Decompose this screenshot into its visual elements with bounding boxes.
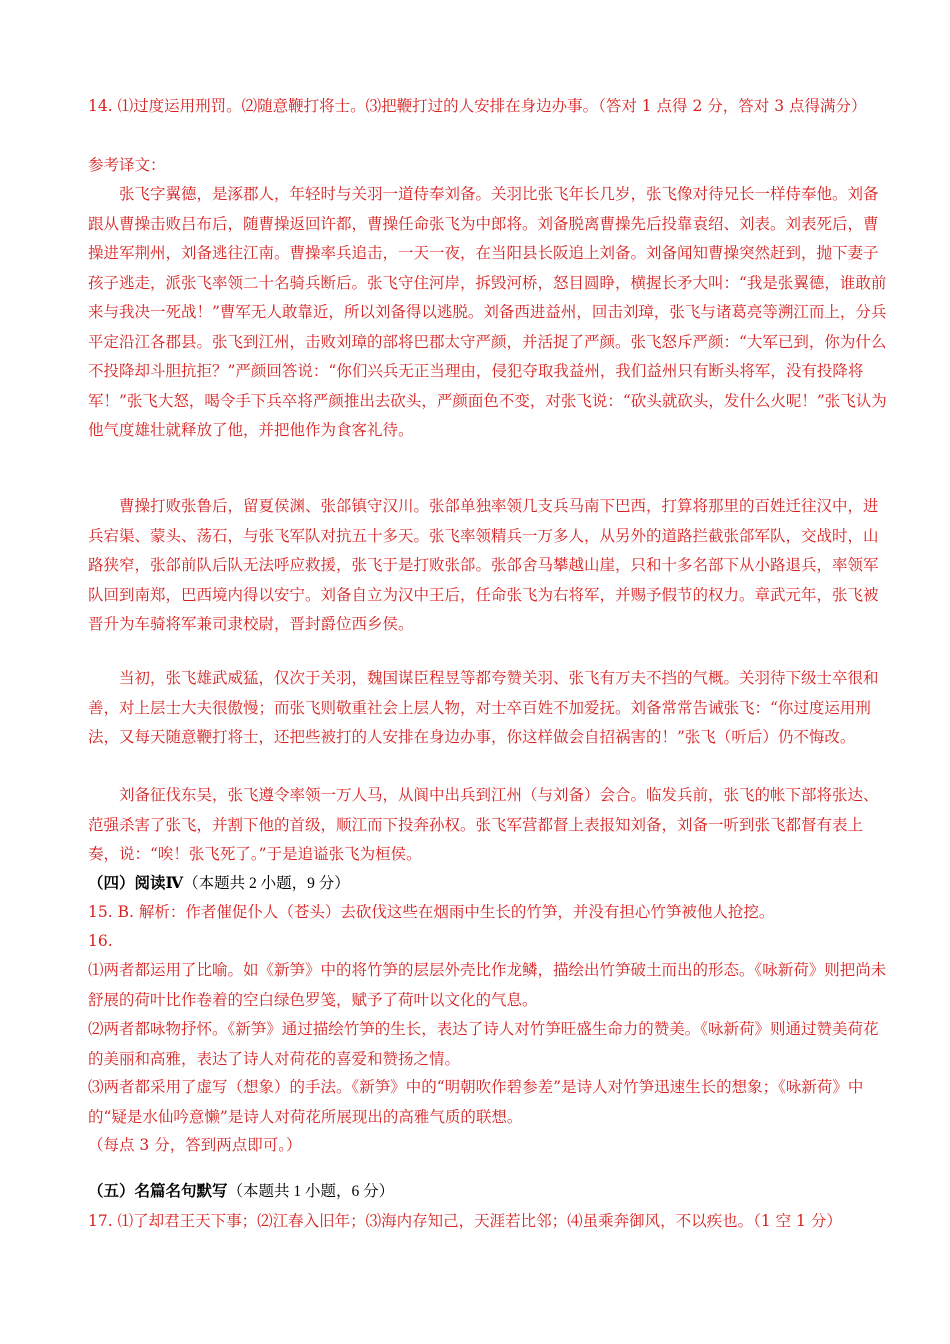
q14-answer: 14. ⑴过度运用刑罚。⑵随意鞭打将士。⑶把鞭打过的人安排在身边办事。（答对 1 点得 2 分，答对 3 点得满分）	[88, 97, 867, 115]
q17-answer: 17. ⑴了却君王天下事；⑵江春入旧年；⑶海内存知己，天涯若比邻；⑷虽乘奔御风，不以疾也。（1 空 1 分）	[88, 1212, 842, 1230]
translation-paragraph-1: 张飞字翼德，是涿郡人，年轻时与关羽一道侍奉刘备。关羽比张飞年长几岁，张飞像对待兄长一样侍奉他。刘备跟从曹操击败吕布后，随曹操返回许都，曹操任命张飞为中郎将。刘备脱离曹操先后投靠袁绍、刘表。刘表死后，曹操进军荆州，刘备逃往江南。曹操率兵追击，一天一夜，在当阳县长阪追上刘备。刘备闻知曹操突然赶到，抛下妻子孩子逃走，派张飞率领二十名骑兵断后。张飞守住河岸，拆毁河桥，怒目圆睁，横握长矛大叫：“我是张翼德，谁敢前来与我决一死战！”曹军无人敢靠近，所以刘备得以逃脱。刘备西进益州，回击刘璋，张飞与诸葛亮等溯江而上，分兵平定沿江各郡县。张飞到江州，击败刘璋的部将巴郡太守严颜，并活捉了严颜。张飞怒斥严颜：“大军已到，你为什么不投降却斗胆抗拒？”严颜回答说：“你们兴兵无正当理由，侵犯夺取我益州，我们益州只有断头将军，没有投降将军！”张飞大怒，喝令手下兵卒将严颜推出去砍头，严颜面色不变，对张飞说：“砍头就砍头，发什么火呢！”张飞认为他气度雄壮就释放了他，并把他作为食客礼待。	[88, 185, 887, 439]
q16-number: 16.	[88, 932, 113, 950]
q16-point-2: ⑵两者都咏物抒怀。《新笋》通过描绘竹笋的生长，表达了诗人对竹笋旺盛生命力的赞美。《咏新荷》则通过赞美荷花的美丽和高雅，表达了诗人对荷花的喜爱和赞扬之情。	[88, 1020, 879, 1068]
section-4-title: （四）阅读Ⅳ	[88, 875, 184, 892]
section-4-note: （本题共 2 小题，9 分）	[183, 875, 350, 892]
translation-paragraph-3: 当初，张飞雄武威猛，仅次于关羽，魏国谋臣程昱等都夸赞关羽、张飞有万夫不挡的气概。关羽待下级士卒很和善，对上层士大夫很傲慢；而张飞则敬重社会上层人物，对士卒百姓不加爱抚。刘备常常告诫张飞：“你过度运用刑法，又每天随意鞭打将士，还把些被打的人安排在身边办事，你这样做会自招祸害的！”张飞（听后）仍不悔改。	[88, 669, 879, 746]
reference-translation-label: 参考译文：	[88, 156, 166, 174]
section-5-title: （五）名篇名句默写	[88, 1183, 228, 1200]
q16-scoring-note: （每点 3 分，答到两点即可。）	[88, 1136, 302, 1154]
section-5-note: （本题共 1 小题，6 分）	[227, 1183, 395, 1200]
section-4-heading	[88, 872, 888, 896]
q15-answer: 15. B. 解析：作者催促仆人（苍头）去砍伐这些在烟雨中生长的竹笋，并没有担心竹笋被他人抢挖。	[88, 903, 775, 921]
section-5-heading	[88, 1180, 888, 1204]
translation-paragraph-4: 刘备征伐东吴，张飞遵令率领一万人马，从阆中出兵到江州（与刘备）会合。临发兵前，张飞的帐下部将张达、范强杀害了张飞，并割下他的首级，顺江而下投奔孙权。张飞军营都督上表报知刘备，刘备一听到张飞都督有表上奏，说：“唉！张飞死了。”于是追谥张飞为桓侯。	[88, 786, 879, 863]
q16-point-1: ⑴两者都运用了比喻。如《新笋》中的将竹笋的层层外壳比作龙鳞，描绘出竹笋破土而出的形态。《咏新荷》则把尚未舒展的荷叶比作卷着的空白绿色罗笺，赋予了荷叶以文化的气息。	[88, 961, 887, 1009]
q16-point-3: ⑶两者都采用了虚写（想象）的手法。《新笋》中的“明朝吹作碧参差”是诗人对竹笋迅速生长的想象；《咏新荷》中的“疑是水仙吟意懒”是诗人对荷花所展现出的高雅气质的联想。	[88, 1078, 864, 1126]
translation-paragraph-2: 曹操打败张鲁后，留夏侯渊、张郃镇守汉川。张郃单独率领几支兵马南下巴西，打算将那里的百姓迁往汉中，进兵宕渠、蒙头、荡石，与张飞军队对抗五十多天。张飞率领精兵一万多人，从另外的道路拦截张郃军队，交战时，山路狭窄，张郃前队后队无法呼应救援，张飞于是打败张郃。张郃舍马攀越山崖，只和十多名部下从小路退兵，率领军队回到南郑，巴西境内得以安宁。刘备自立为汉中王后，任命张飞为右将军，并赐予假节的权力。章武元年，张飞被晋升为车骑将军兼司隶校尉，晋封爵位西乡侯。	[88, 497, 879, 633]
